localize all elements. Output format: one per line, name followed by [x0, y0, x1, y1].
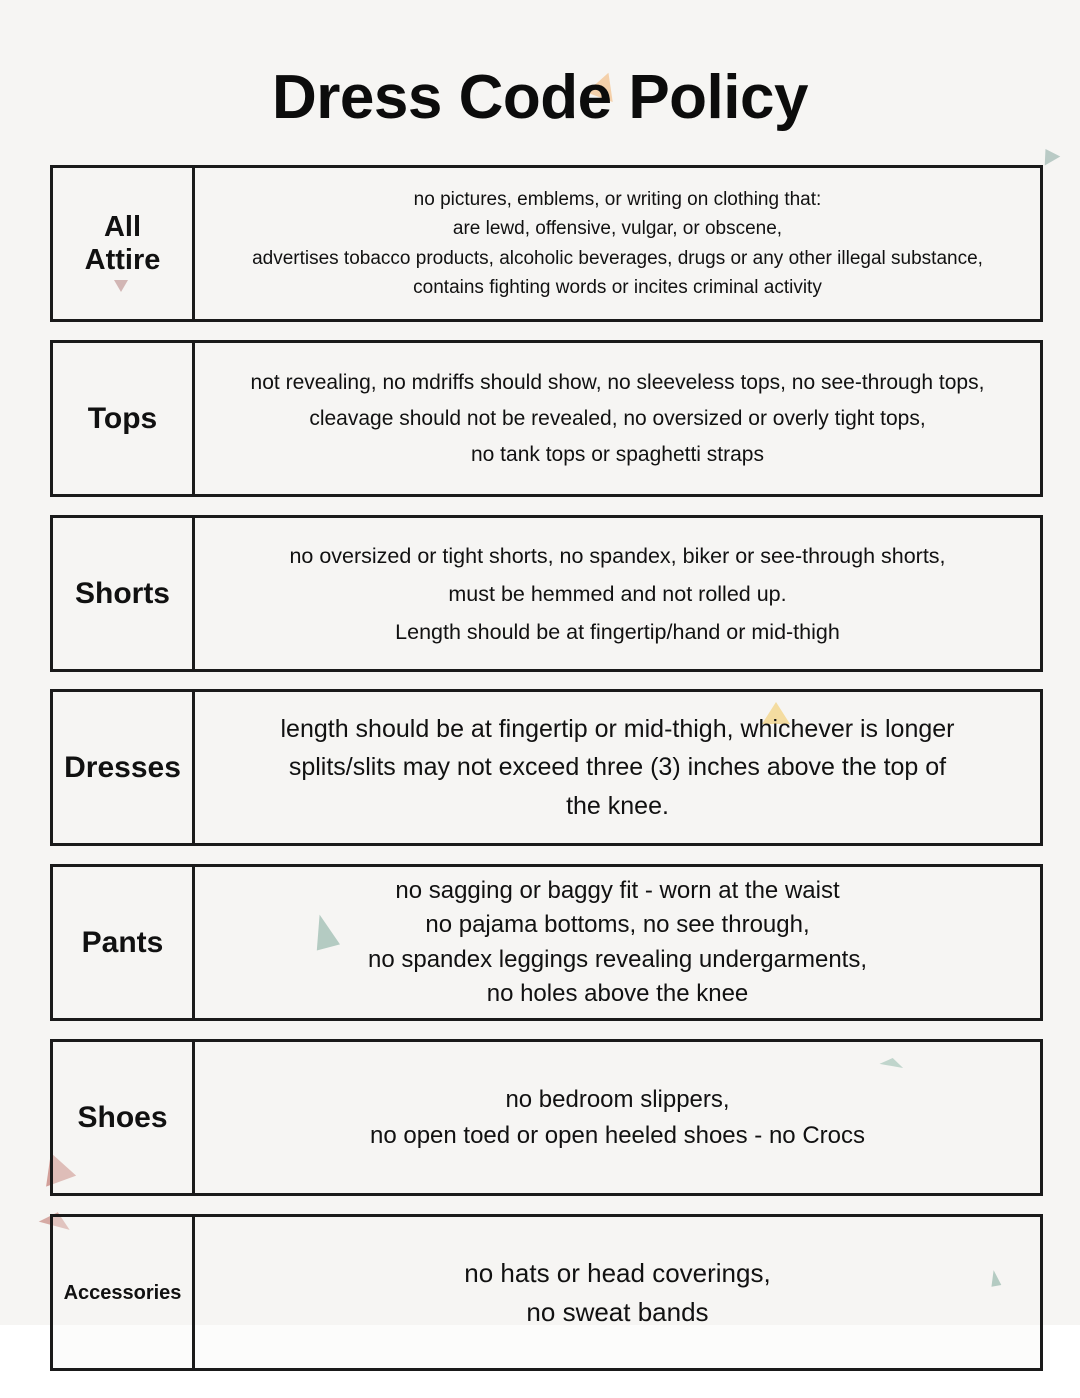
rule-line: are lewd, offensive, vulgar, or obscene,: [452, 218, 783, 239]
rule-line: no sweat bands: [526, 1296, 709, 1327]
policy-row-all-attire: [50, 165, 1043, 322]
policy-row-shoes: [50, 1039, 1043, 1196]
rule-line: no sagging or baggy fit - worn at the waist: [395, 876, 840, 904]
rule-line: no pajama bottoms, no see through,: [425, 911, 810, 938]
row-label: Tops: [53, 343, 195, 494]
rule-line: not revealing, no mdriffs should show, no sleeveless tops, no see-through tops,: [250, 370, 985, 394]
row-label: Pants: [53, 867, 195, 1018]
rule-line: no holes above the knee: [486, 980, 749, 1007]
rule-line: no tank tops or spaghetti straps: [470, 442, 764, 466]
policy-row-tops: [50, 340, 1043, 497]
rule-line: advertises tobacco products, alcoholic beverages, drugs or any other illegal substance,: [252, 247, 983, 269]
rule-line: cleavage should not be revealed, no oversized or overly tight tops,: [309, 406, 926, 430]
rule-line: no oversized or tight shorts, no spandex, biker or see-through shorts,: [289, 543, 946, 568]
row-content: [195, 1042, 1040, 1193]
decorative-fleck: [1038, 144, 1061, 165]
policy-row-accessories: [50, 1214, 1043, 1371]
rule-line: must be hemmed and not rolled up.: [448, 581, 787, 606]
rule-line: the knee.: [566, 791, 669, 820]
row-label: Dresses: [53, 692, 195, 843]
row-label: Shoes: [53, 1042, 195, 1193]
policy-row-pants: [50, 864, 1043, 1021]
rule-line: no spandex leggings revealing undergarments,: [368, 945, 867, 973]
rule-line: no bedroom slippers,: [505, 1085, 730, 1113]
row-content: [195, 867, 1040, 1018]
rule-line: no pictures, emblems, or writing on clothing that:: [413, 188, 822, 210]
rule-line: no hats or head coverings,: [464, 1257, 771, 1288]
row-label: Shorts: [53, 518, 195, 669]
rule-line: contains fighting words or incites criminal activity: [413, 277, 822, 298]
row-content: [195, 343, 1040, 494]
policy-row-shorts: [50, 515, 1043, 672]
row-label: All Attire: [53, 168, 195, 319]
row-label: Accessories: [53, 1217, 195, 1368]
rule-line: splits/slits may not exceed three (3) inches above the top of: [288, 753, 947, 782]
row-content: [195, 168, 1040, 319]
rule-line: length should be at fingertip or mid-thigh, whichever is longer: [280, 714, 955, 743]
rule-line: Length should be at fingertip/hand or mid-thigh: [395, 619, 840, 644]
rule-line: no open toed or open heeled shoes - no Crocs: [369, 1121, 865, 1149]
page-title: Dress Code Policy: [272, 63, 808, 132]
row-content: [195, 1217, 1040, 1368]
row-content: [195, 692, 1040, 843]
policy-row-dresses: [50, 689, 1043, 846]
row-content: [195, 518, 1040, 669]
